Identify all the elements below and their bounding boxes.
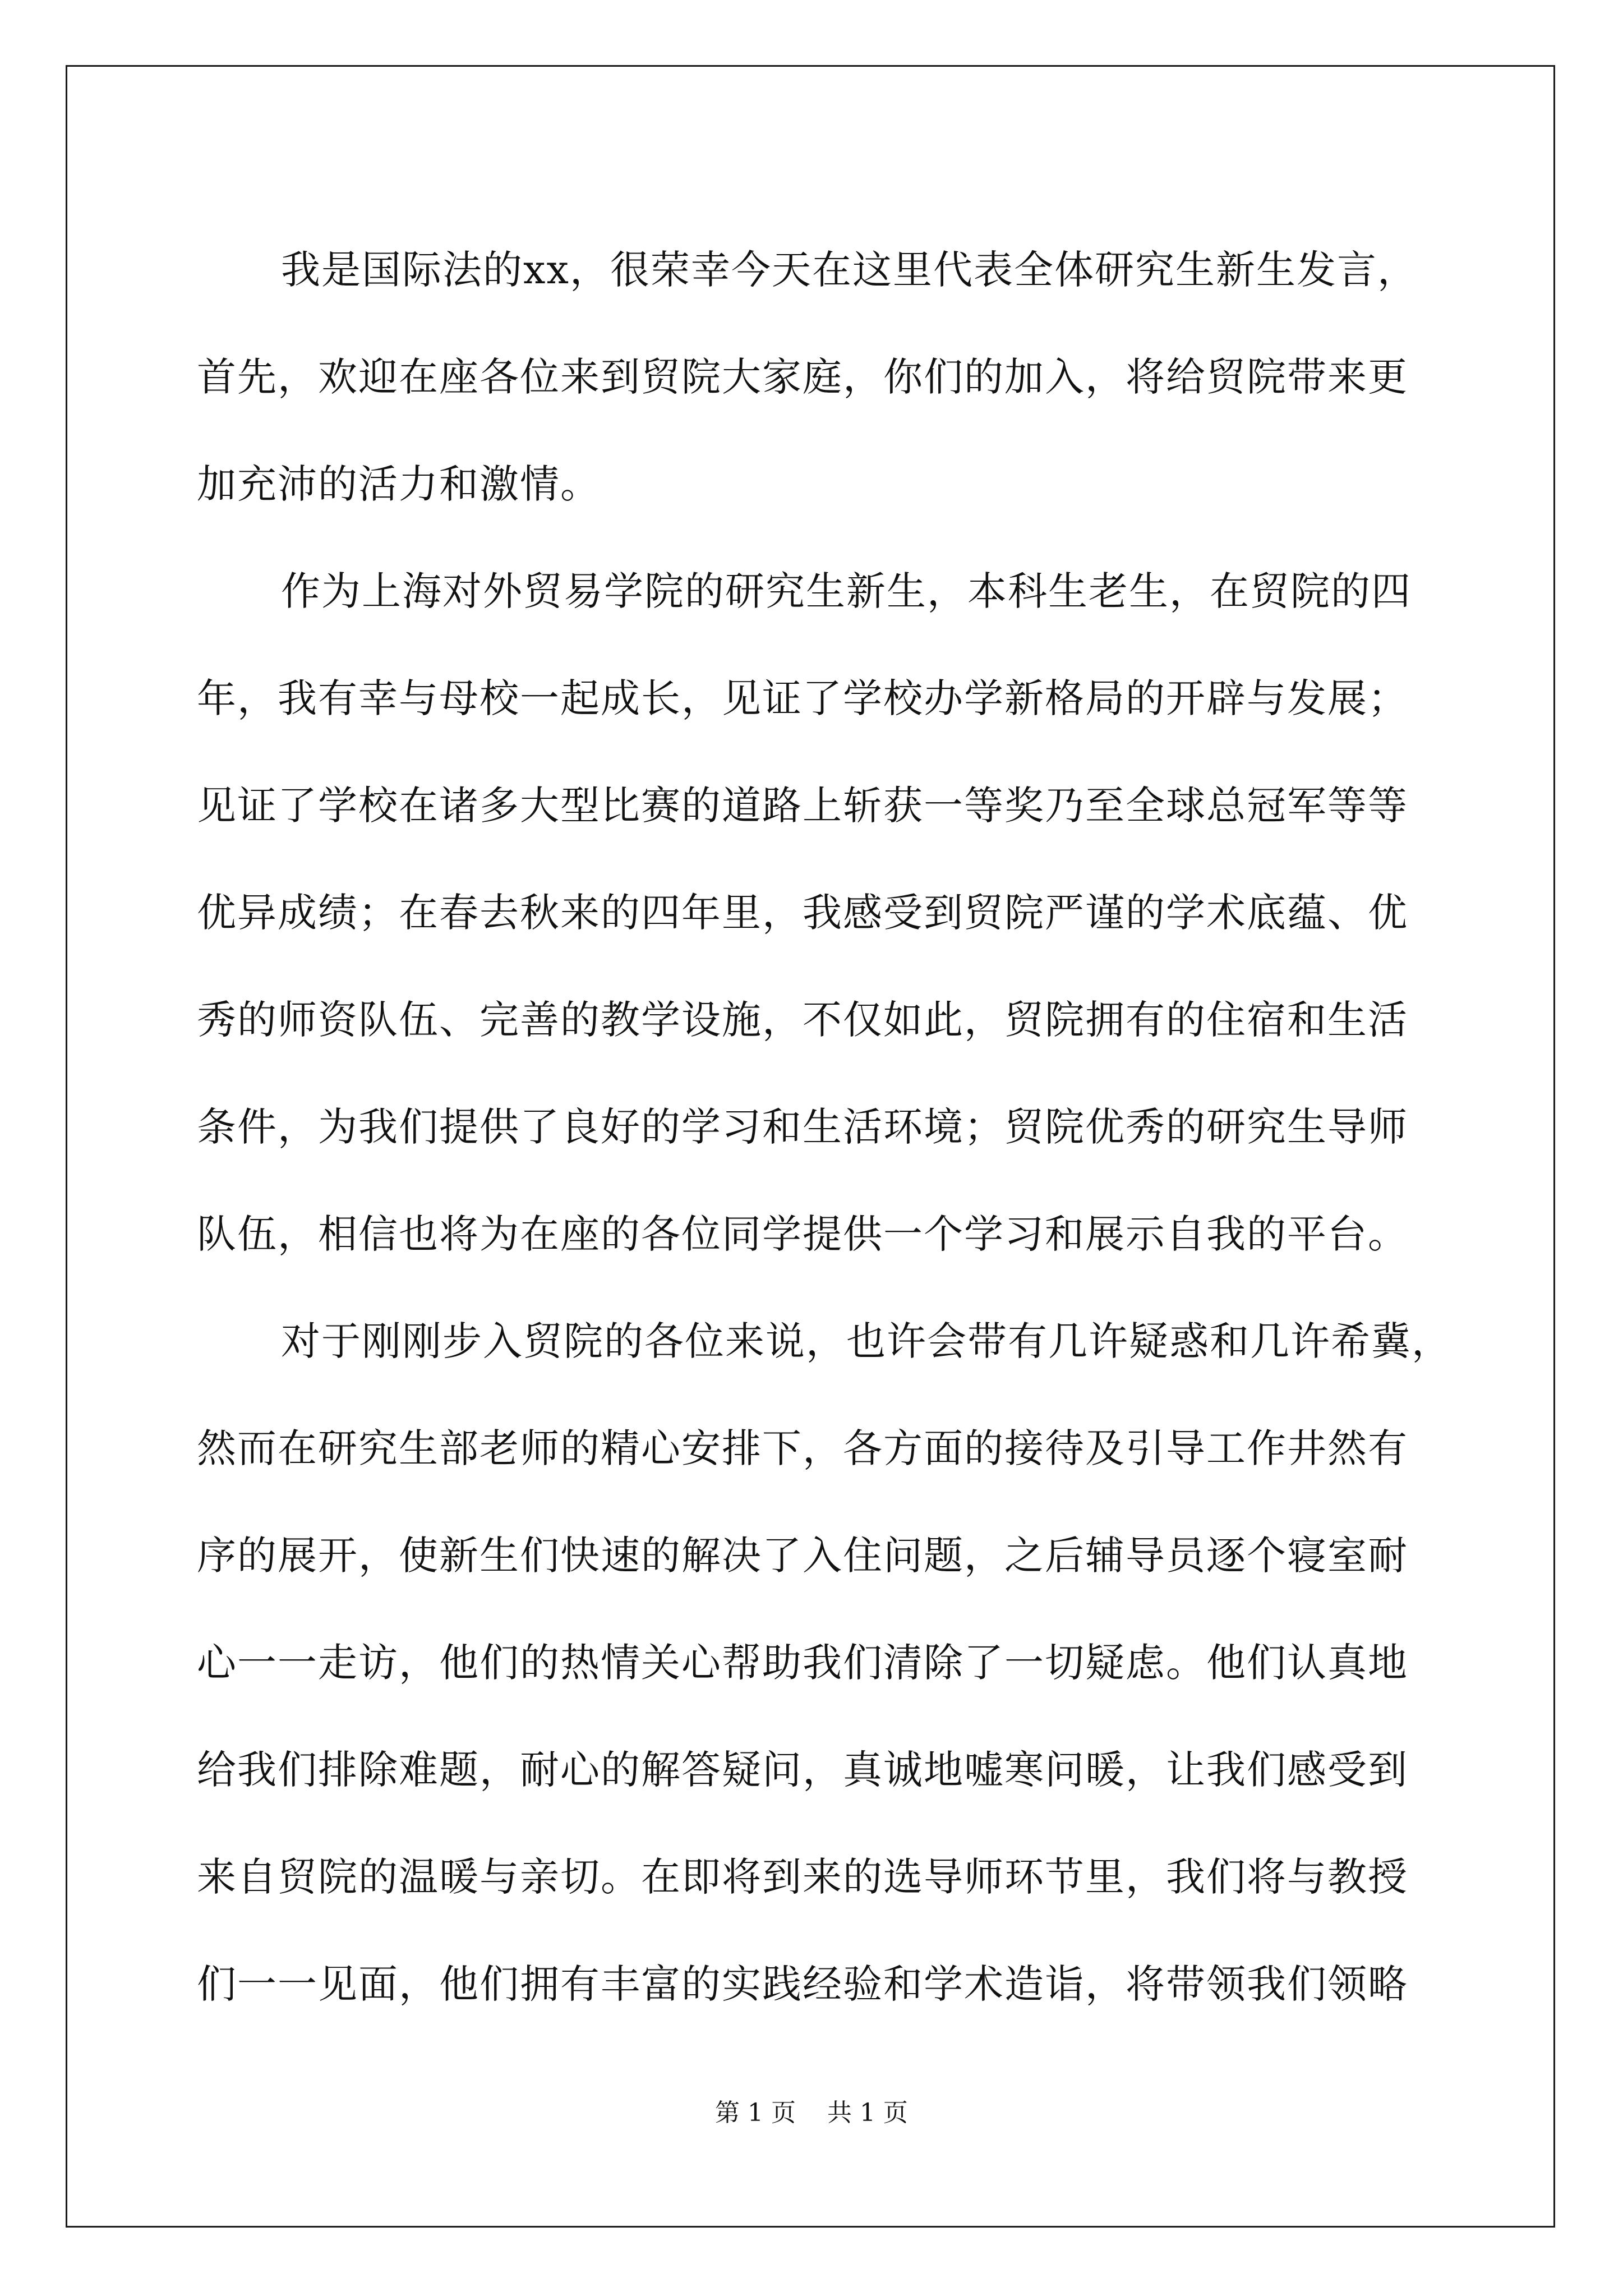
page-footer: 第 1 页 共 1 页 [715, 2099, 908, 2127]
document-line: 序的展开，使新生们快速的解决了入住问题，之后辅导员逐个寝室耐 [197, 1533, 1408, 1579]
document-line: 然而在研究生部老师的精心安排下，各方面的接待及引导工作井然有 [197, 1425, 1408, 1471]
document-line: 队伍，相信也将为在座的各位同学提供一个学习和展示自我的平台。 [197, 1211, 1408, 1257]
document-body [197, 217, 1452, 2038]
document-line: 我是国际法的xx，很荣幸今天在这里代表全体研究生新生发言， [281, 247, 1418, 293]
document-line: 给我们排除难题，耐心的解答疑问，真诚地嘘寒问暖，让我们感受到 [197, 1747, 1408, 1793]
document-line: 来自贸院的温暖与亲切。在即将到来的选导师环节里，我们将与教授 [197, 1854, 1408, 1900]
document-line: 优异成绩；在春去秋来的四年里，我感受到贸院严谨的学术底蕴、优 [197, 890, 1408, 936]
document-line: 心一一走访，他们的热情关心帮助我们清除了一切疑虑。他们认真地 [197, 1640, 1408, 1686]
document-line: 条件，为我们提供了良好的学习和生活环境；贸院优秀的研究生导师 [197, 1104, 1408, 1150]
document-line: 首先，欢迎在座各位来到贸院大家庭，你们的加入，将给贸院带来更 [197, 354, 1408, 400]
document-line: 对于刚刚步入贸院的各位来说，也许会带有几许疑惑和几许希冀， [281, 1318, 1452, 1364]
document-line: 作为上海对外贸易学院的研究生新生，本科生老生，在贸院的四 [281, 568, 1412, 614]
document-line: 们一一见面，他们拥有丰富的实践经验和学术造诣，将带领我们领略 [197, 1961, 1408, 2007]
document-line: 秀的师资队伍、完善的教学设施，不仅如此，贸院拥有的住宿和生活 [197, 997, 1408, 1043]
document-line: 加充沛的活力和激情。 [197, 461, 601, 507]
document-line: 年，我有幸与母校一起成长，见证了学校办学新格局的开辟与发展； [197, 675, 1408, 721]
document-line: 见证了学校在诸多大型比赛的道路上斩获一等奖乃至全球总冠军等等 [197, 783, 1408, 829]
